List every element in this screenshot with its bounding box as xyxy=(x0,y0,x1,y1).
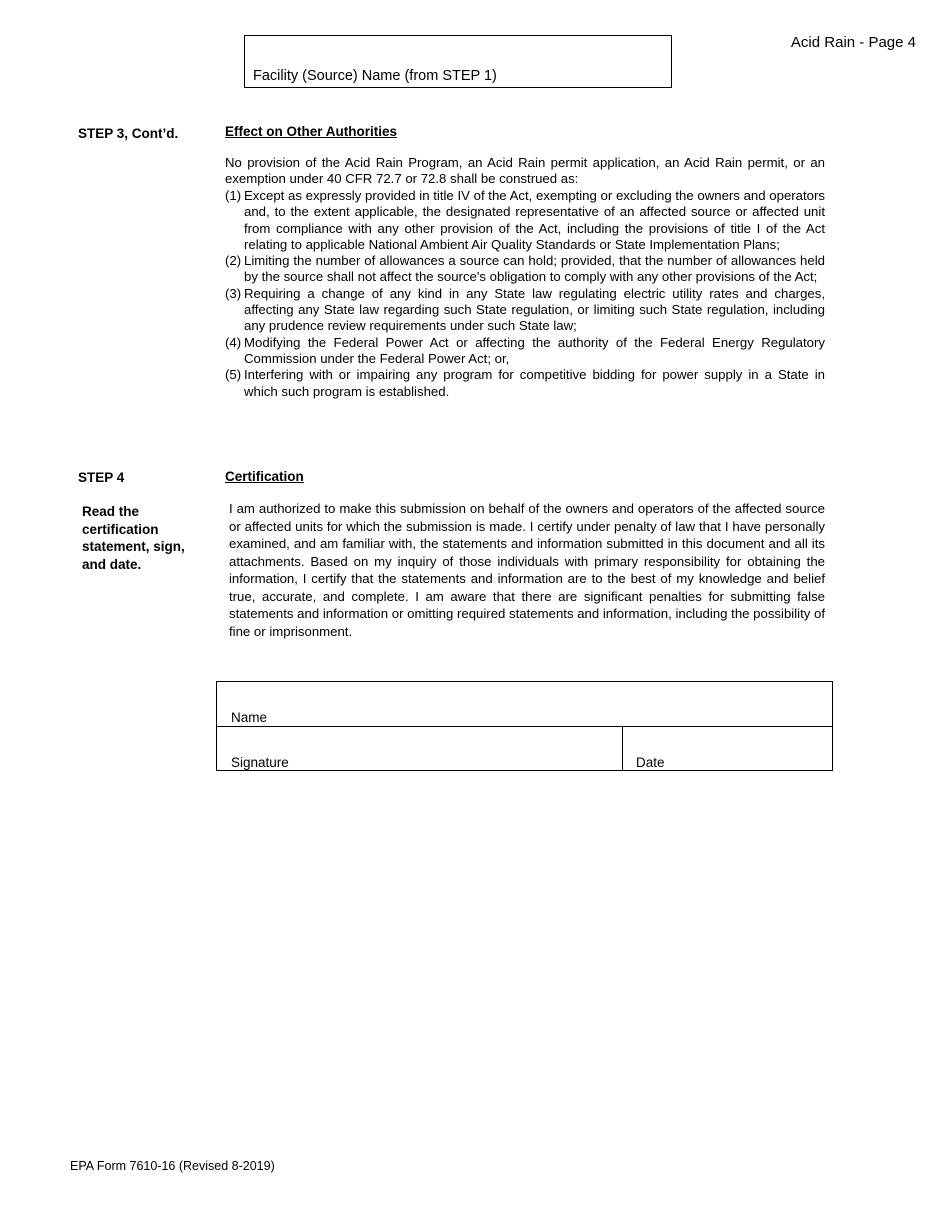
form-footer: EPA Form 7610-16 (Revised 8-2019) xyxy=(70,1159,275,1173)
step3-provisions-list xyxy=(225,188,825,400)
certification-statement: I am authorized to make this submission on behalf of the owners and operators of the affected source or affected units for which the submission is made. I certify under penalty of law that I have personally examined, and am familiar with, the statements and information submitted in this document and all its attachments. Based on my inquiry of those individuals with primary responsibility for obtaining the information, I certify that the statements and information are to the best of my knowledge and belief true, accurate, and complete. I am aware that there are significant penalties for submitting false statements and information or omitting required statements and information, including the possibility of fine or imprisonment. xyxy=(229,501,825,639)
facility-name-label: Facility (Source) Name (from STEP 1) xyxy=(253,68,497,84)
step3-title: Effect on Other Authorities xyxy=(225,124,398,139)
list-item xyxy=(225,335,825,368)
step3-intro: No provision of the Acid Rain Program, an Acid Rain permit application, an Acid Rain permit, or an exemption under 40 CFR 72.7 or 72.8 shall be construed as: xyxy=(225,155,825,187)
step4-title: Certification xyxy=(225,469,304,484)
list-item xyxy=(225,367,825,400)
list-item xyxy=(225,286,825,335)
list-item-number: (4) xyxy=(225,334,242,350)
list-item-number: (3) xyxy=(225,285,242,301)
page-number-header: Acid Rain - Page 4 xyxy=(790,34,916,51)
signature-block xyxy=(216,681,833,771)
signature-label: Signature xyxy=(231,755,289,770)
list-item-text: Except as expressly provided in title IV of the Act, exempting or excluding the owners and operators and, to the extent applicable, the designated representative of an affected source or affected unit from compliance with any other provision of the Act, including the provisions of title I of the Act relating to applicable National Ambient Air Quality Standards or State Implementation Plans; xyxy=(244,188,825,252)
date-label: Date xyxy=(636,755,665,770)
step3-label: STEP 3, Cont’d. xyxy=(78,126,179,141)
list-item-number: (1) xyxy=(225,188,242,203)
list-item-text: Interfering with or impairing any program for competitive bidding for power supply in a State in which such program is established. xyxy=(244,367,825,399)
list-item xyxy=(225,188,825,253)
name-field[interactable] xyxy=(217,682,832,726)
signature-field[interactable] xyxy=(217,727,622,770)
facility-name-field[interactable] xyxy=(244,35,672,88)
date-field[interactable] xyxy=(623,727,832,770)
list-item-number: (5) xyxy=(225,367,242,383)
list-item-text: Requiring a change of any kind in any State law regulating electric utility rates and charges, affecting any State law regarding such State regulation, or limiting such State regulation, including any prudence review requirements under such State law; xyxy=(244,285,825,334)
name-label: Name xyxy=(231,710,268,725)
list-item xyxy=(225,253,825,286)
list-item-number: (2) xyxy=(225,253,242,269)
step4-instruction: Read the certification statement, sign, and date. xyxy=(82,504,185,573)
step4-label: STEP 4 xyxy=(78,470,125,485)
list-item-text: Limiting the number of allowances a source can hold; provided, that the number of allowances held by the source shall not affect the source's obligation to comply with any other provisions of the Act; xyxy=(244,253,825,285)
list-item-text: Modifying the Federal Power Act or affecting the authority of the Federal Energy Regulatory Commission under the Federal Power Act; or, xyxy=(244,334,825,366)
